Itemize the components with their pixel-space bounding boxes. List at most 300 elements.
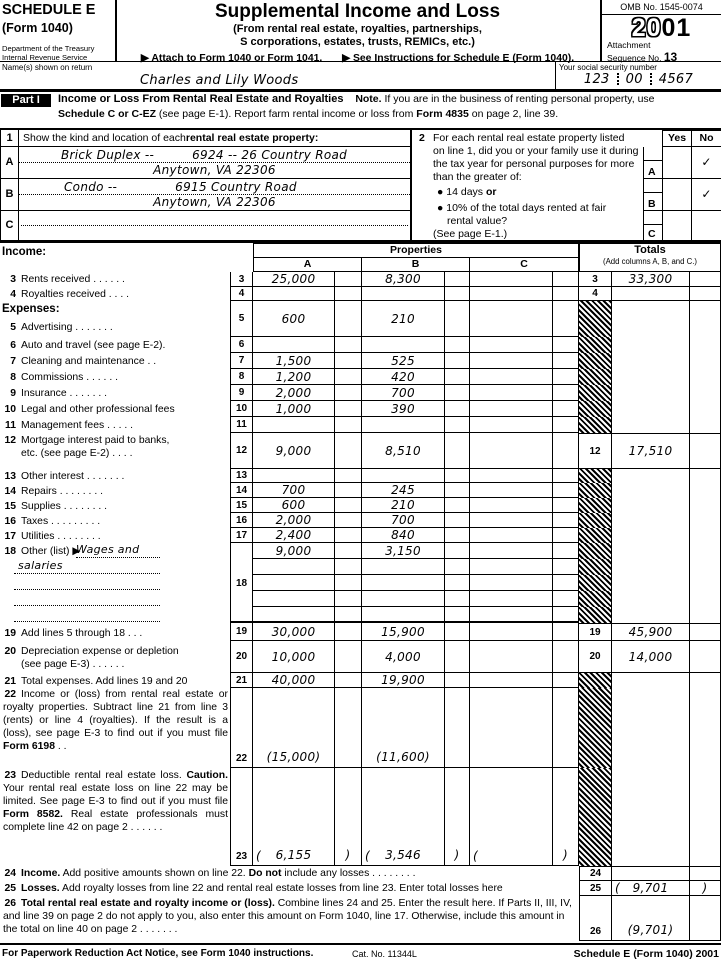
value: 8,510 bbox=[385, 443, 421, 458]
cents-r8-cc[interactable] bbox=[553, 369, 579, 385]
cents-r4-ac[interactable] bbox=[335, 287, 362, 301]
amount-r19-b[interactable] bbox=[362, 623, 445, 641]
cents-r14-ac[interactable] bbox=[335, 483, 362, 498]
property-a-entry[interactable] bbox=[19, 147, 410, 178]
taxpayer-name-field[interactable]: Charles and Lily Woods bbox=[140, 73, 299, 88]
line1-line2-divider bbox=[410, 130, 412, 241]
no-cell-b[interactable] bbox=[692, 179, 721, 211]
total-amount-26[interactable] bbox=[612, 896, 690, 941]
total-empty bbox=[612, 498, 690, 513]
amount-r18-cc-1[interactable] bbox=[553, 559, 579, 575]
amount-r22-a[interactable] bbox=[253, 688, 335, 768]
line-no-cell-r9 bbox=[230, 385, 253, 401]
cents-r8-ac[interactable] bbox=[335, 369, 362, 385]
row18-entry-line5[interactable] bbox=[14, 607, 160, 622]
amount-r4-a[interactable] bbox=[253, 287, 335, 301]
value: 25,000 bbox=[271, 272, 316, 286]
property-b-entry[interactable] bbox=[19, 179, 410, 210]
total-cents-24[interactable] bbox=[690, 866, 721, 881]
part1-note-bold-form4835: Form 4835 bbox=[416, 108, 469, 120]
cents-r4-bc[interactable] bbox=[445, 287, 470, 301]
amount-r18-cc-2[interactable] bbox=[553, 575, 579, 591]
cents-r13-cc[interactable] bbox=[553, 469, 579, 483]
amount-r18-cc-0[interactable] bbox=[553, 543, 579, 559]
property-a-address1: 6924 -- 26 Country Road bbox=[192, 147, 348, 162]
cents-r23-ac[interactable] bbox=[335, 768, 362, 866]
num: 9 bbox=[238, 387, 245, 398]
cents-r7-bc[interactable] bbox=[445, 353, 470, 369]
ssn-part2: 00 bbox=[625, 72, 643, 87]
total-amount-r12[interactable] bbox=[612, 433, 690, 469]
property-c-line1[interactable] bbox=[21, 211, 408, 226]
amount-r23-b[interactable] bbox=[362, 768, 445, 866]
amount-r17-a[interactable] bbox=[253, 528, 335, 543]
property-key-a: A bbox=[1, 147, 19, 178]
amount-r18-c-4[interactable] bbox=[470, 607, 553, 623]
total-cents-r20[interactable] bbox=[690, 641, 721, 673]
cents-r19-cc[interactable] bbox=[553, 623, 579, 641]
cents-r6-ac[interactable] bbox=[335, 337, 362, 353]
cents-r17-ac[interactable] bbox=[335, 528, 362, 543]
amount-r17-c[interactable] bbox=[470, 528, 553, 543]
part1-note-bold: Note. bbox=[355, 93, 382, 105]
line-no: 23 bbox=[4, 770, 16, 781]
cents-r22-ac[interactable] bbox=[335, 688, 362, 768]
cents-r20-cc[interactable] bbox=[553, 641, 579, 673]
total-line-no-r12 bbox=[579, 433, 612, 469]
cents-r16-cc[interactable] bbox=[553, 513, 579, 528]
amount-r8-c[interactable] bbox=[470, 369, 553, 385]
yes-cell-c[interactable] bbox=[663, 211, 692, 241]
row17-label bbox=[3, 531, 228, 544]
amount-r18-b-1[interactable] bbox=[362, 559, 445, 575]
grid-row-r7 bbox=[230, 353, 721, 369]
label-bold: Form 6198 bbox=[3, 740, 55, 752]
total-empty bbox=[612, 369, 690, 385]
amount-r18-ac-4[interactable] bbox=[335, 607, 362, 623]
amount-r11-a[interactable] bbox=[253, 417, 335, 433]
amount-r17-b[interactable] bbox=[362, 528, 445, 543]
amount-r19-c[interactable] bbox=[470, 623, 553, 641]
total-cents-empty bbox=[690, 559, 721, 575]
amount-r10-c[interactable] bbox=[470, 401, 553, 417]
amount-r8-b[interactable] bbox=[362, 369, 445, 385]
amount-r18-ac-0[interactable] bbox=[335, 543, 362, 559]
line2-bullet1 bbox=[437, 186, 637, 198]
cents-r17-cc[interactable] bbox=[553, 528, 579, 543]
expenses-section-label: Expenses: bbox=[2, 303, 60, 315]
cents-r10-cc[interactable] bbox=[553, 401, 579, 417]
cents-r19-bc[interactable] bbox=[445, 623, 470, 641]
row9-label bbox=[3, 388, 228, 401]
amount-r20-a[interactable] bbox=[253, 641, 335, 673]
amount-r18-bc-3[interactable] bbox=[445, 591, 470, 607]
ssn-field[interactable] bbox=[556, 72, 721, 87]
line2-text: For each rental real estate property listed on line 1, did you or your family use it during the tax year for personal purposes for more than the greater of: bbox=[433, 132, 639, 183]
value: 8,300 bbox=[385, 272, 421, 286]
amount-r18-a-3[interactable] bbox=[253, 591, 335, 607]
total-cents-empty bbox=[690, 591, 721, 607]
label-bold-2: Do not bbox=[248, 868, 282, 879]
amount-r11-c[interactable] bbox=[470, 417, 553, 433]
row16-label bbox=[3, 516, 228, 529]
line-no-cell-r8 bbox=[230, 369, 253, 385]
amount-r7-a[interactable] bbox=[253, 353, 335, 369]
amount-r18-b-3[interactable] bbox=[362, 591, 445, 607]
value: 700 bbox=[391, 385, 415, 400]
line-no: 20 bbox=[4, 646, 16, 657]
total-cents-26[interactable] bbox=[690, 896, 721, 941]
amount-r13-c[interactable] bbox=[470, 469, 553, 483]
other-expense-text1: Wages and bbox=[76, 543, 140, 556]
no-cell-a[interactable] bbox=[692, 147, 721, 179]
cents-r12-cc[interactable] bbox=[553, 433, 579, 469]
cents-r14-bc[interactable] bbox=[445, 483, 470, 498]
num: 20 bbox=[235, 651, 248, 662]
label-text: Commissions . . . . . . bbox=[21, 372, 118, 383]
cents-r7-cc[interactable] bbox=[553, 353, 579, 369]
amount-r4-c[interactable] bbox=[470, 287, 553, 301]
part1-badge: Part I bbox=[1, 94, 51, 107]
amount-r21-a[interactable] bbox=[253, 673, 335, 688]
cents-r16-ac[interactable] bbox=[335, 513, 362, 528]
amount-r18-bc-4[interactable] bbox=[445, 607, 470, 623]
cents-r10-bc[interactable] bbox=[445, 401, 470, 417]
amount-r7-b[interactable] bbox=[362, 353, 445, 369]
name-row bbox=[0, 61, 721, 89]
label-text-2: etc. (see page E-2) . . . . bbox=[21, 447, 133, 459]
amount-r18-b-4[interactable] bbox=[362, 607, 445, 623]
line-no: 18 bbox=[4, 546, 16, 557]
amount-r14-b[interactable] bbox=[362, 483, 445, 498]
total-value: 33,300 bbox=[628, 272, 673, 286]
total-empty bbox=[612, 401, 690, 417]
total-cents-empty bbox=[690, 768, 721, 866]
thick-rule bbox=[0, 89, 721, 92]
value: 9,000 bbox=[275, 443, 312, 458]
line-no: 26 bbox=[4, 898, 16, 909]
total-amount-r4[interactable] bbox=[612, 287, 690, 301]
total-empty bbox=[612, 353, 690, 369]
amount-r18-ac-3[interactable] bbox=[335, 591, 362, 607]
amount-r23-c[interactable] bbox=[470, 768, 553, 866]
total-amount-r3[interactable] bbox=[612, 272, 690, 287]
total-amount-r20[interactable] bbox=[612, 641, 690, 673]
row26-label bbox=[3, 898, 576, 937]
cents-r9-cc[interactable] bbox=[553, 385, 579, 401]
cents-r4-cc[interactable] bbox=[553, 287, 579, 301]
cents-r22-bc[interactable] bbox=[445, 688, 470, 768]
amount-r18-cc-3[interactable] bbox=[553, 591, 579, 607]
shaded-hatch-cell bbox=[579, 337, 612, 353]
amount-r12-b[interactable] bbox=[362, 433, 445, 469]
total-empty bbox=[612, 607, 690, 623]
total-empty bbox=[612, 513, 690, 528]
part1-heading: Income or Loss From Rental Real Estate and Royalties bbox=[58, 93, 344, 105]
amount-r19-a[interactable] bbox=[253, 623, 335, 641]
amount-r18-bc-1[interactable] bbox=[445, 559, 470, 575]
shaded-hatch-cell bbox=[579, 559, 612, 575]
cents-r13-ac[interactable] bbox=[335, 469, 362, 483]
amount-r15-a[interactable] bbox=[253, 498, 335, 513]
amount-r3-a[interactable] bbox=[253, 272, 335, 287]
amount-r5-c[interactable] bbox=[470, 301, 553, 337]
value: (15,000) bbox=[266, 750, 321, 764]
num: 16 bbox=[235, 514, 248, 526]
cents-r15-bc[interactable] bbox=[445, 498, 470, 513]
grid-row-r19 bbox=[230, 623, 721, 641]
amount-r18-a-1[interactable] bbox=[253, 559, 335, 575]
amount-r21-c[interactable] bbox=[470, 673, 553, 688]
row13-label bbox=[3, 471, 228, 484]
label-text: Add royalty losses from line 22 and rental real estate losses from line 23. Enter total losses here bbox=[59, 883, 503, 894]
total-cents-25[interactable] bbox=[690, 881, 721, 896]
cents-r5-cc[interactable] bbox=[553, 301, 579, 337]
total-empty bbox=[612, 301, 690, 337]
cents-r3-ac[interactable] bbox=[335, 272, 362, 287]
total-empty bbox=[612, 543, 690, 559]
attach-text: ▶ Attach to Form 1040 or Form 1041. bbox=[140, 53, 323, 65]
amount-r4-b[interactable] bbox=[362, 287, 445, 301]
part1-note-bold-schedule: Schedule C or C-EZ bbox=[58, 108, 157, 120]
total-cents-empty bbox=[690, 483, 721, 498]
amount-r18-a-0[interactable] bbox=[253, 543, 335, 559]
line-no-cell-r15 bbox=[230, 498, 253, 513]
cents-r16-bc[interactable] bbox=[445, 513, 470, 528]
amount-r7-c[interactable] bbox=[470, 353, 553, 369]
line-no: 16 bbox=[4, 516, 16, 527]
grid-row-r6 bbox=[230, 337, 721, 353]
num: 4 bbox=[592, 288, 598, 299]
amount-r16-a[interactable] bbox=[253, 513, 335, 528]
num: 12 bbox=[589, 445, 601, 457]
amount-r6-b[interactable] bbox=[362, 337, 445, 353]
total-cents-r3[interactable] bbox=[690, 272, 721, 287]
num: 8 bbox=[238, 371, 245, 382]
amount-r18-bc-0[interactable] bbox=[445, 543, 470, 559]
row18-entry-line4[interactable] bbox=[14, 591, 160, 606]
amount-r5-b[interactable] bbox=[362, 301, 445, 337]
amount-r18-a-2[interactable] bbox=[253, 575, 335, 591]
property-c-entry[interactable] bbox=[19, 211, 410, 241]
amount-r9-a[interactable] bbox=[253, 385, 335, 401]
cents-r5-ac[interactable] bbox=[335, 301, 362, 337]
row15-label bbox=[3, 501, 228, 514]
amount-r18-bc-2[interactable] bbox=[445, 575, 470, 591]
cents-r3-cc[interactable] bbox=[553, 272, 579, 287]
row24-label bbox=[3, 868, 576, 881]
footer-rule bbox=[0, 943, 721, 945]
property-b-line1[interactable] bbox=[19, 179, 410, 195]
total-cents-r19[interactable] bbox=[690, 623, 721, 641]
value: 4,000 bbox=[385, 649, 421, 664]
amount-r11-b[interactable] bbox=[362, 417, 445, 433]
amount-r3-c[interactable] bbox=[470, 272, 553, 287]
amount-r18-c-2[interactable] bbox=[470, 575, 553, 591]
value: 40,000 bbox=[271, 673, 316, 687]
shaded-hatch-cell bbox=[579, 543, 612, 559]
amount-r14-a[interactable] bbox=[253, 483, 335, 498]
cents-r15-ac[interactable] bbox=[335, 498, 362, 513]
amount-r21-b[interactable] bbox=[362, 673, 445, 688]
amount-r18-c-3[interactable] bbox=[470, 591, 553, 607]
cents-r8-bc[interactable] bbox=[445, 369, 470, 385]
amount-r22-c[interactable] bbox=[470, 688, 553, 768]
total-line-no-r19 bbox=[579, 623, 612, 641]
cents-r20-bc[interactable] bbox=[445, 641, 470, 673]
line-no: 11 bbox=[5, 420, 16, 431]
line-no-cell-r22 bbox=[230, 688, 253, 768]
row12-label bbox=[3, 435, 228, 461]
cents-r13-bc[interactable] bbox=[445, 469, 470, 483]
total-cents-r12[interactable] bbox=[690, 433, 721, 469]
line-no: 19 bbox=[4, 628, 16, 639]
row21-label bbox=[3, 676, 228, 689]
yesno-row-b bbox=[643, 179, 721, 211]
num: 19 bbox=[589, 626, 601, 638]
cents-r11-bc[interactable] bbox=[445, 417, 470, 433]
label-bold: Income. bbox=[21, 868, 61, 879]
cents-r17-bc[interactable] bbox=[445, 528, 470, 543]
cents-r9-bc[interactable] bbox=[445, 385, 470, 401]
amount-r20-b[interactable] bbox=[362, 641, 445, 673]
amount-r15-c[interactable] bbox=[470, 498, 553, 513]
yes-cell-b[interactable] bbox=[663, 179, 692, 211]
cents-r10-ac[interactable] bbox=[335, 401, 362, 417]
line1-header bbox=[19, 130, 410, 146]
amount-r8-a[interactable] bbox=[253, 369, 335, 385]
amount-r12-a[interactable] bbox=[253, 433, 335, 469]
grid-row-r22 bbox=[230, 688, 721, 768]
cents-r6-bc[interactable] bbox=[445, 337, 470, 353]
cents-r11-cc[interactable] bbox=[553, 417, 579, 433]
shaded-hatch-cell bbox=[579, 688, 612, 768]
amount-r18-c-1[interactable] bbox=[470, 559, 553, 575]
line-no-cell-r16 bbox=[230, 513, 253, 528]
properties-header: Properties bbox=[253, 243, 579, 258]
cents-r23-bc[interactable] bbox=[445, 768, 470, 866]
cents-r3-bc[interactable] bbox=[445, 272, 470, 287]
amount-r23-a[interactable] bbox=[253, 768, 335, 866]
cents-r23-cc[interactable] bbox=[553, 768, 579, 866]
check-mark: ✓ bbox=[701, 155, 712, 169]
cents-r21-cc[interactable] bbox=[553, 673, 579, 688]
amount-r18-ac-2[interactable] bbox=[335, 575, 362, 591]
cents-r20-ac[interactable] bbox=[335, 641, 362, 673]
cents-r15-cc[interactable] bbox=[553, 498, 579, 513]
line-no-cell-r18 bbox=[230, 607, 253, 623]
amount-r18-c-0[interactable] bbox=[470, 543, 553, 559]
ssn-separator bbox=[650, 73, 652, 85]
total-amount-25[interactable] bbox=[612, 881, 690, 896]
ssn-label: Your social security number bbox=[559, 63, 657, 72]
amount-r18-cc-4[interactable] bbox=[553, 607, 579, 623]
cents-r7-ac[interactable] bbox=[335, 353, 362, 369]
row18-entry-line3[interactable] bbox=[14, 575, 160, 590]
cents-r12-bc[interactable] bbox=[445, 433, 470, 469]
amount-r9-b[interactable] bbox=[362, 385, 445, 401]
cents-r19-ac[interactable] bbox=[335, 623, 362, 641]
cents-r12-ac[interactable] bbox=[335, 433, 362, 469]
amount-r13-a[interactable] bbox=[253, 469, 335, 483]
cents-r22-cc[interactable] bbox=[553, 688, 579, 768]
amount-r16-c[interactable] bbox=[470, 513, 553, 528]
cents-r9-ac[interactable] bbox=[335, 385, 362, 401]
line-no-cell-r10 bbox=[230, 401, 253, 417]
amount-r18-b-2[interactable] bbox=[362, 575, 445, 591]
row11-label bbox=[3, 420, 228, 433]
amount-r12-c[interactable] bbox=[470, 433, 553, 469]
ssn-separator bbox=[617, 73, 619, 85]
line-no-cell-r7 bbox=[230, 353, 253, 369]
line-no-cell-r18 bbox=[230, 591, 253, 607]
line1-label: Show the kind and location of each bbox=[23, 131, 186, 144]
line-no-cell-r6 bbox=[230, 337, 253, 353]
amount-r6-a[interactable] bbox=[253, 337, 335, 353]
amount-r18-b-0[interactable] bbox=[362, 543, 445, 559]
cents-r21-bc[interactable] bbox=[445, 673, 470, 688]
see-instructions-text: ▶ See Instructions for Schedule E (Form 1040). bbox=[342, 53, 575, 65]
label-text-2: . . bbox=[54, 740, 67, 752]
row6-label bbox=[3, 340, 228, 353]
yes-cell-a[interactable] bbox=[663, 147, 692, 179]
total-cents-r4[interactable] bbox=[690, 287, 721, 301]
amount-r16-b[interactable] bbox=[362, 513, 445, 528]
total-line-no-r4 bbox=[579, 287, 612, 301]
paren-open: ( bbox=[365, 849, 370, 863]
value: 2,400 bbox=[275, 528, 312, 542]
amount-r18-a-4[interactable] bbox=[253, 607, 335, 623]
dept-line1: Department of the Treasury bbox=[2, 44, 95, 53]
row18-entry-line1[interactable] bbox=[76, 543, 160, 558]
total-line-no-24 bbox=[579, 866, 612, 881]
amount-r9-c[interactable] bbox=[470, 385, 553, 401]
cents-r6-cc[interactable] bbox=[553, 337, 579, 353]
amount-r15-b[interactable] bbox=[362, 498, 445, 513]
grid-row-r12 bbox=[230, 433, 721, 469]
amount-r18-ac-1[interactable] bbox=[335, 559, 362, 575]
row18-entry-line2[interactable] bbox=[14, 559, 160, 574]
total-amount-r19[interactable] bbox=[612, 623, 690, 641]
amount-r3-b[interactable] bbox=[362, 272, 445, 287]
property-a-line1[interactable] bbox=[19, 147, 410, 163]
cents-r5-bc[interactable] bbox=[445, 301, 470, 337]
amount-r22-b[interactable] bbox=[362, 688, 445, 768]
line-no-cell-r4 bbox=[230, 287, 253, 301]
num: 13 bbox=[235, 470, 248, 481]
cents-r14-cc[interactable] bbox=[553, 483, 579, 498]
amount-r5-a[interactable] bbox=[253, 301, 335, 337]
part1-note-2a: (see page E-1). Report farm rental income or loss from bbox=[156, 108, 417, 120]
ssn-part1: 123 bbox=[583, 72, 610, 87]
amount-r14-c[interactable] bbox=[470, 483, 553, 498]
amount-r10-b[interactable] bbox=[362, 401, 445, 417]
grid-row-r9 bbox=[230, 385, 721, 401]
total-amount-24[interactable] bbox=[612, 866, 690, 881]
amount-r10-a[interactable] bbox=[253, 401, 335, 417]
num: 23 bbox=[235, 851, 248, 862]
amount-r13-b[interactable] bbox=[362, 469, 445, 483]
property-key-b: B bbox=[1, 179, 19, 210]
cents-r21-ac[interactable] bbox=[335, 673, 362, 688]
cents-r11-ac[interactable] bbox=[335, 417, 362, 433]
label-bold: Total rental real estate and royalty income or (loss). bbox=[21, 898, 275, 909]
line-no: 13 bbox=[4, 471, 16, 482]
no-cell-c[interactable] bbox=[692, 211, 721, 241]
amount-r6-c[interactable] bbox=[470, 337, 553, 353]
tax-year bbox=[602, 15, 721, 41]
amount-r20-c[interactable] bbox=[470, 641, 553, 673]
